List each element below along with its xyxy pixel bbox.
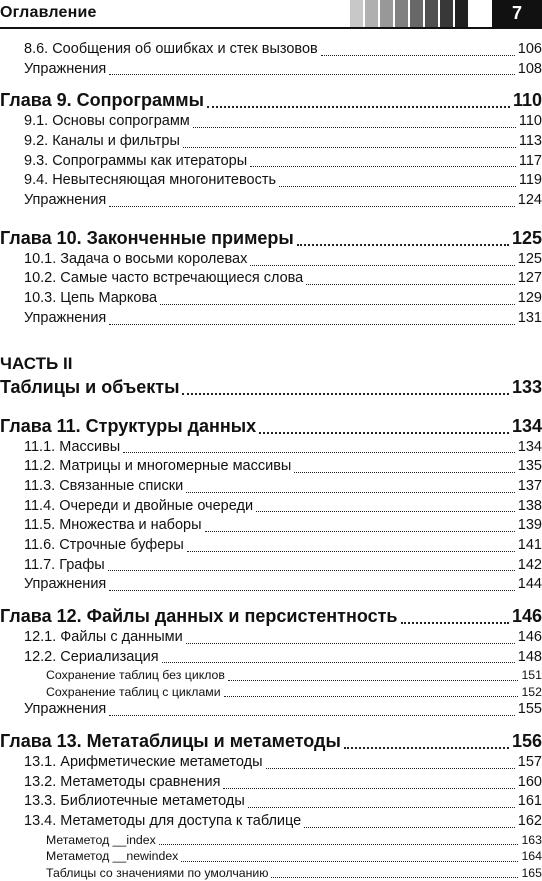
toc-title: 11.2. Матрицы и многомерные массивы — [24, 458, 292, 475]
toc-page-number: 131 — [517, 309, 542, 326]
chapter-heading — [0, 729, 542, 753]
dot-leader — [109, 74, 515, 75]
toc-page-number: 127 — [517, 270, 542, 287]
toc-title: 9.3. Сопрограммы как итераторы — [24, 152, 248, 169]
dot-leader — [207, 106, 510, 108]
dot-leader — [162, 662, 515, 663]
toc-entry — [0, 812, 542, 832]
toc-page-number: 164 — [521, 849, 542, 864]
dot-leader — [279, 186, 516, 187]
page-number: 7 — [492, 0, 542, 27]
page-header — [0, 0, 542, 28]
header-bar — [440, 0, 453, 27]
dot-leader — [160, 304, 515, 305]
dot-leader — [250, 166, 516, 167]
dot-leader — [108, 570, 515, 571]
toc-title: Таблицы со значениями по умолчанию — [46, 865, 269, 880]
toc-title: Сохранение таблиц с циклами — [46, 684, 221, 699]
toc-title: 11.6. Строчные буферы — [24, 536, 184, 553]
toc-entry — [0, 191, 542, 211]
toc-page-number: 151 — [521, 668, 542, 683]
header-bar — [455, 0, 468, 27]
dot-leader — [224, 696, 519, 697]
dot-leader — [297, 244, 509, 246]
header-bar — [410, 0, 423, 27]
part-heading — [0, 375, 542, 399]
toc-title: 10.3. Цепь Маркова — [24, 290, 158, 307]
toc-entry — [0, 700, 542, 720]
dot-leader — [186, 492, 515, 493]
toc-entry — [0, 250, 542, 270]
dot-leader — [109, 590, 515, 591]
dot-leader — [259, 432, 509, 434]
toc-page-number: 155 — [517, 701, 542, 718]
toc-page-number: 135 — [517, 458, 542, 475]
dot-leader — [228, 680, 519, 681]
toc-title: 13.3. Библиотечные метаметоды — [24, 793, 245, 810]
toc-title: Сохранение таблиц без циклов — [46, 668, 225, 683]
toc-page-number: 134 — [511, 415, 542, 436]
toc-entry — [0, 457, 542, 477]
chapter-heading — [0, 414, 542, 438]
dot-leader — [256, 511, 515, 512]
toc-entry — [0, 648, 542, 668]
header-title: Оглавление — [0, 4, 97, 21]
toc-title: 9.1. Основы сопрограмм — [24, 113, 190, 130]
toc-title: 13.1. Арифметические метаметоды — [24, 754, 263, 771]
dot-leader — [205, 531, 515, 532]
toc-title: Глава 13. Метатаблицы и метаметоды — [0, 731, 341, 752]
toc-page-number: 162 — [517, 813, 542, 830]
toc-title: 11.7. Графы — [24, 556, 105, 573]
toc-title: 12.1. Файлы с данными — [24, 629, 183, 646]
toc-page-number: 163 — [521, 832, 542, 847]
dot-leader — [294, 472, 514, 473]
toc-title: Метаметод __newindex — [46, 849, 179, 864]
dot-leader — [344, 747, 509, 749]
dot-leader — [109, 715, 515, 716]
toc-title: Упражнения — [24, 60, 107, 77]
toc-entry — [0, 289, 542, 309]
toc-page-number: 134 — [517, 438, 542, 455]
dot-leader — [181, 861, 518, 862]
toc-entry — [0, 793, 542, 813]
toc-entry — [0, 112, 542, 132]
dot-leader — [123, 452, 515, 453]
dot-leader — [109, 324, 515, 325]
toc-entry — [0, 556, 542, 576]
toc-title: Упражнения — [24, 192, 107, 209]
header-bar — [425, 0, 438, 27]
toc-title: 10.1. Задача о восьми королевах — [24, 250, 248, 267]
toc-subentry — [0, 865, 542, 881]
toc-page-number: 152 — [521, 684, 542, 699]
toc-entry — [0, 60, 542, 80]
toc-page-number: 125 — [511, 227, 542, 248]
toc-page-number: 157 — [517, 754, 542, 771]
dot-leader — [109, 206, 515, 207]
dot-leader — [182, 393, 509, 395]
toc-title: Глава 9. Сопрограммы — [0, 90, 204, 111]
dot-leader — [321, 55, 515, 56]
toc-title: 11.4. Очереди и двойные очереди — [24, 497, 254, 514]
toc-page-number: 137 — [517, 477, 542, 494]
toc-page-number: 110 — [512, 90, 542, 111]
toc-entry — [0, 40, 542, 60]
dot-leader — [159, 844, 519, 845]
dot-leader — [266, 768, 515, 769]
chapter-heading — [0, 226, 542, 250]
toc-entry — [0, 497, 542, 517]
dot-leader — [250, 265, 514, 266]
header-bar — [350, 0, 363, 27]
toc-entry — [0, 438, 542, 458]
toc-entry — [0, 628, 542, 648]
toc-page-number: 133 — [511, 376, 542, 397]
toc-title: Глава 12. Файлы данных и персистентность — [0, 606, 398, 627]
chapter-heading — [0, 88, 542, 112]
toc-entry — [0, 536, 542, 556]
toc-page-number: 129 — [517, 290, 542, 307]
toc-page-number: 113 — [518, 133, 542, 150]
dot-leader — [401, 622, 509, 624]
dot-leader — [306, 284, 515, 285]
toc-subentry — [0, 848, 542, 865]
dot-leader — [223, 788, 514, 789]
dot-leader — [187, 551, 515, 552]
toc-title: 9.4. Невытесняющая многонитевость — [24, 172, 277, 189]
toc-title: 11.5. Множества и наборы — [24, 517, 202, 534]
toc-entry — [0, 309, 542, 329]
part-label: ЧАСТЬ II — [0, 353, 73, 373]
toc-subentry — [0, 667, 542, 684]
header-bar — [395, 0, 408, 27]
toc-title: Глава 10. Законченные примеры — [0, 227, 294, 248]
toc-page-number: 156 — [511, 731, 542, 752]
dot-leader — [186, 643, 515, 644]
toc-title: Метаметод __index — [46, 832, 156, 847]
toc-title: Упражнения — [24, 309, 107, 326]
dot-leader — [271, 877, 518, 878]
toc-page-number: 119 — [518, 172, 542, 189]
toc-title: 13.2. Метаметоды сравнения — [24, 773, 221, 790]
toc-page-number: 110 — [518, 113, 542, 130]
toc-subentry — [0, 832, 542, 849]
toc-title: 11.1. Массивы — [24, 438, 121, 455]
toc-entry — [0, 152, 542, 172]
dot-leader — [248, 807, 515, 808]
toc-page-number: 146 — [517, 629, 542, 646]
toc-page-number: 108 — [517, 60, 542, 77]
header-bar — [380, 0, 393, 27]
dot-leader — [304, 827, 515, 828]
toc-title: 10.2. Самые часто встречающиеся слова — [24, 270, 304, 287]
toc-entry — [0, 132, 542, 152]
toc-page-number: 146 — [511, 606, 542, 627]
toc-page-number: 165 — [521, 865, 542, 880]
toc-entry — [0, 516, 542, 536]
toc-entry — [0, 270, 542, 290]
toc-title: 11.3. Связанные списки — [24, 477, 184, 494]
header-gradient-bars — [350, 0, 468, 27]
toc-title: Упражнения — [24, 701, 107, 718]
toc-page-number: 138 — [517, 497, 542, 514]
toc-title: 8.6. Сообщения об ошибках и стек вызовов — [24, 40, 318, 57]
header-rule — [0, 27, 542, 29]
toc-page-number: 160 — [517, 773, 542, 790]
toc-page-number: 125 — [517, 250, 542, 267]
toc-entry — [0, 171, 542, 191]
toc-page-number: 139 — [517, 517, 542, 534]
toc-entry — [0, 575, 542, 595]
toc-entry — [0, 753, 542, 773]
toc-title: Глава 11. Структуры данных — [0, 415, 257, 436]
toc-entry — [0, 773, 542, 793]
dot-leader — [193, 127, 516, 128]
chapter-heading — [0, 604, 542, 628]
toc-page-number: 161 — [517, 793, 542, 810]
toc-title: 12.2. Сериализация — [24, 648, 159, 665]
toc-page-number: 106 — [517, 40, 542, 57]
toc-page-number: 148 — [517, 648, 542, 665]
toc-title: 9.2. Каналы и фильтры — [24, 133, 180, 150]
toc-title: Упражнения — [24, 576, 107, 593]
toc-subentry — [0, 684, 542, 701]
dot-leader — [183, 147, 516, 148]
toc-page-number: 142 — [517, 556, 542, 573]
toc-page-number: 144 — [517, 576, 542, 593]
toc-title: Таблицы и объекты — [0, 376, 180, 397]
toc-entry — [0, 477, 542, 497]
header-bar — [365, 0, 378, 27]
toc-page-number: 141 — [517, 536, 542, 553]
toc-title: 13.4. Метаметоды для доступа к таблице — [24, 813, 302, 830]
toc-page-number: 117 — [518, 152, 542, 169]
table-of-contents — [0, 40, 542, 881]
toc-page-number: 124 — [517, 192, 542, 209]
